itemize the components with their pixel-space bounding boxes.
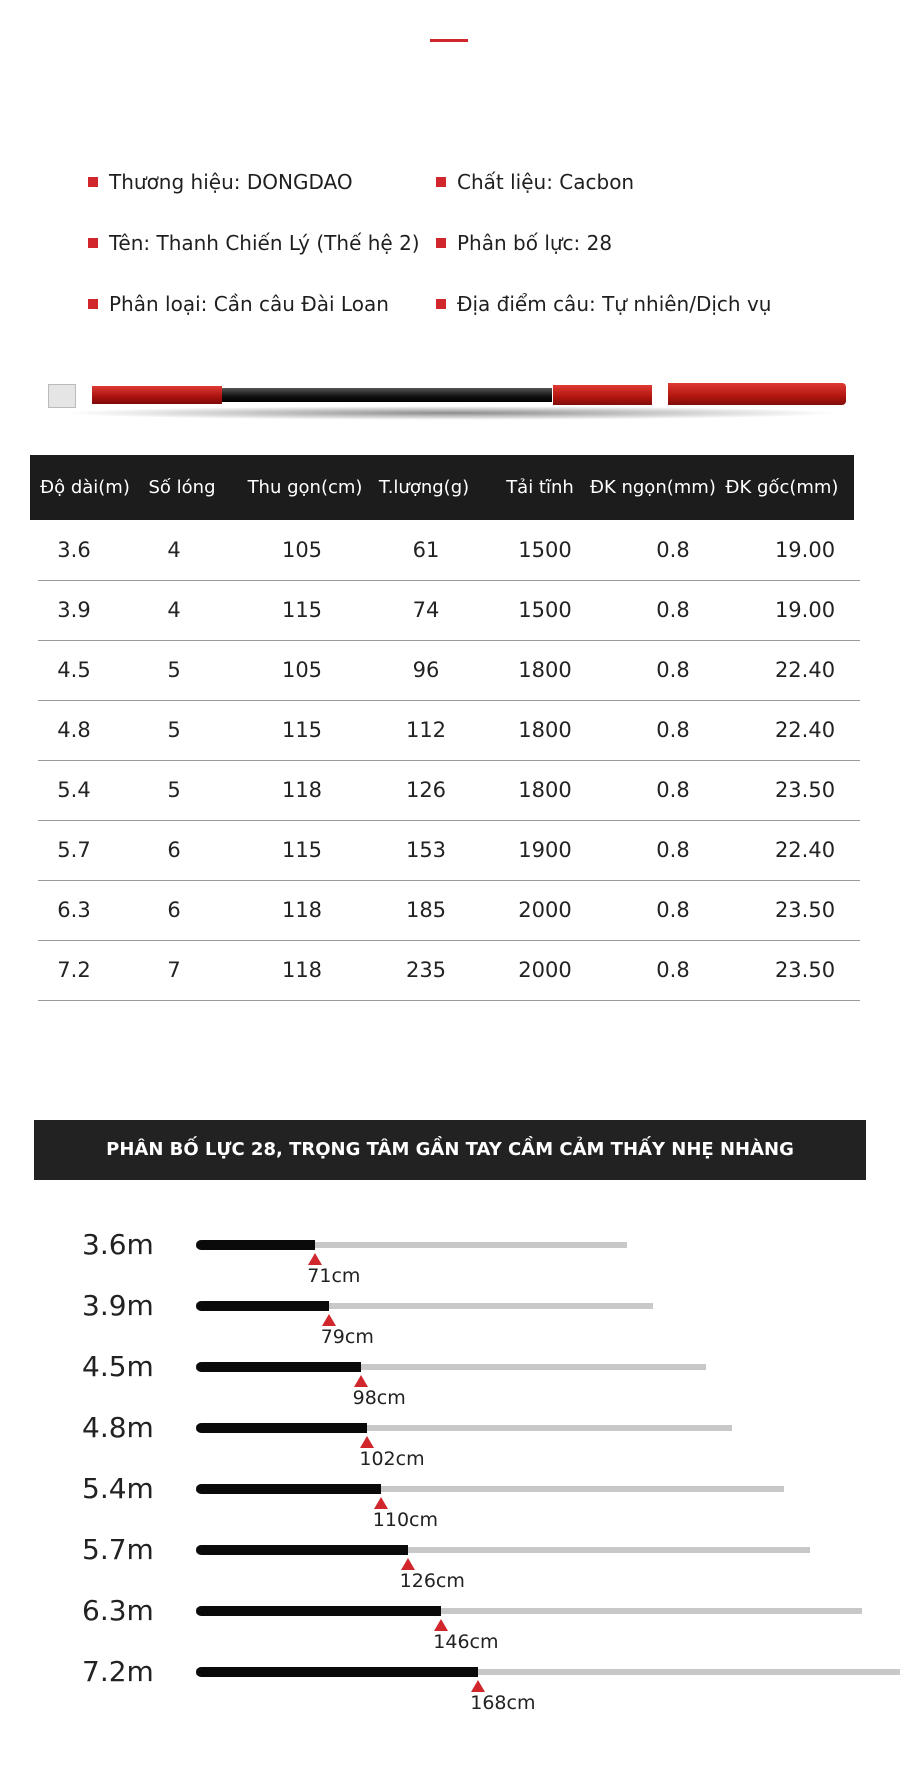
table-cell: 105 — [281, 658, 323, 682]
table-cell: 23.50 — [774, 958, 836, 982]
balance-section-bar — [196, 1545, 408, 1555]
table-cell: 0.8 — [656, 778, 690, 802]
table-cell: 2000 — [518, 898, 572, 922]
spec-text: Tên: Thanh Chiến Lý (Thế hệ 2) — [109, 231, 420, 255]
table-cell: 6 — [167, 838, 181, 862]
rod-grip-red — [668, 383, 846, 405]
bullet-square-icon — [88, 238, 98, 248]
table-cell: 2000 — [518, 958, 572, 982]
balance-section-bar — [196, 1606, 441, 1616]
table-cell: 4 — [167, 538, 181, 562]
rod-butt-cap — [48, 384, 76, 408]
table-cell: 4 — [167, 598, 181, 622]
table-cell: 74 — [412, 598, 440, 622]
force-row — [0, 1533, 900, 1593]
table-cell: 5 — [167, 658, 181, 682]
rod-handle-red — [92, 386, 222, 404]
force-row — [0, 1655, 900, 1715]
table-cell: 6 — [167, 898, 181, 922]
rod-logo-icon — [652, 385, 668, 405]
table-cell: 118 — [281, 778, 323, 802]
force-row — [0, 1289, 900, 1349]
table-cell: 22.40 — [774, 718, 836, 742]
balance-point-marker-icon — [354, 1375, 368, 1387]
spec-item — [88, 292, 389, 316]
table-cell: 3.6 — [57, 538, 91, 562]
table-cell: 5.7 — [57, 838, 91, 862]
rod-label-section — [553, 385, 653, 405]
rod-length-label: 5.4m — [82, 1472, 154, 1505]
table-cell: 22.40 — [774, 838, 836, 862]
rod-length-label: 3.9m — [82, 1289, 154, 1322]
table-cell: 0.8 — [656, 598, 690, 622]
table-cell: 3.9 — [57, 598, 91, 622]
rod-length-label: 3.6m — [82, 1228, 154, 1261]
spec-item — [436, 170, 634, 194]
force-row — [0, 1350, 900, 1410]
balance-point-label: 98cm — [352, 1387, 406, 1409]
force-row — [0, 1411, 900, 1471]
spec-item — [436, 292, 771, 316]
balance-point-label: 79cm — [320, 1326, 374, 1348]
force-row — [0, 1228, 900, 1288]
table-row — [38, 700, 860, 761]
table-cell: 105 — [281, 538, 323, 562]
table-cell: 118 — [281, 898, 323, 922]
table-cell: 23.50 — [774, 898, 836, 922]
table-cell: 112 — [405, 718, 447, 742]
bullet-square-icon — [88, 299, 98, 309]
balance-section-bar — [196, 1423, 367, 1433]
balance-point-marker-icon — [374, 1497, 388, 1509]
table-row — [38, 820, 860, 881]
table-header-cell: Tải tĩnh — [506, 477, 574, 498]
balance-point-label: 110cm — [372, 1509, 439, 1531]
table-cell: 1800 — [518, 718, 572, 742]
table-cell: 7.2 — [57, 958, 91, 982]
balance-section-bar — [196, 1240, 315, 1250]
table-row — [38, 640, 860, 701]
force-row — [0, 1472, 900, 1532]
rod-length-label: 4.5m — [82, 1350, 154, 1383]
balance-point-marker-icon — [434, 1619, 448, 1631]
table-cell: 1800 — [518, 778, 572, 802]
balance-section-bar — [196, 1301, 329, 1311]
spec-item — [88, 231, 420, 255]
table-cell: 126 — [405, 778, 447, 802]
spec-text: Chất liệu: Cacbon — [457, 170, 635, 194]
table-cell: 19.00 — [774, 598, 836, 622]
top-accent-line — [430, 39, 468, 42]
table-cell: 235 — [405, 958, 447, 982]
table-cell: 115 — [281, 838, 323, 862]
table-cell: 185 — [405, 898, 447, 922]
balance-section-bar — [196, 1362, 361, 1372]
balance-section-bar — [196, 1484, 381, 1494]
rod-length-label: 6.3m — [82, 1594, 154, 1627]
force-row — [0, 1594, 900, 1654]
table-cell: 1500 — [518, 598, 572, 622]
balance-point-label: 146cm — [433, 1631, 499, 1653]
table-row — [38, 760, 860, 821]
table-cell: 61 — [412, 538, 440, 562]
table-cell: 4.8 — [57, 718, 91, 742]
table-cell: 7 — [167, 958, 181, 982]
table-cell: 0.8 — [656, 658, 690, 682]
table-cell: 96 — [412, 658, 440, 682]
balance-point-marker-icon — [471, 1680, 485, 1692]
table-cell: 6.3 — [57, 898, 91, 922]
table-cell: 4.5 — [57, 658, 91, 682]
spec-item — [436, 231, 612, 255]
spec-text: Địa điểm câu: Tự nhiên/Dịch vụ — [457, 292, 772, 316]
table-cell: 0.8 — [656, 538, 690, 562]
table-cell: 0.8 — [656, 718, 690, 742]
rod-length-label: 7.2m — [82, 1655, 154, 1688]
bullet-square-icon — [436, 177, 446, 187]
table-row — [38, 880, 860, 941]
force-banner: PHÂN BỐ LỰC 28, TRỌNG TÂM GẦN TAY CẦM CẢM THẤY NHẸ NHÀNG — [34, 1120, 866, 1180]
table-cell: 115 — [281, 598, 323, 622]
spec-text: Thương hiệu: DONGDAO — [109, 170, 353, 194]
table-cell: 1500 — [518, 538, 572, 562]
balance-point-label: 71cm — [307, 1265, 361, 1287]
bullet-square-icon — [88, 177, 98, 187]
table-cell: 22.40 — [774, 658, 836, 682]
rod-shadow — [60, 406, 842, 420]
table-header-cell: ĐK ngọn(mm) — [590, 477, 716, 498]
table-row — [38, 520, 860, 581]
bullet-square-icon — [436, 299, 446, 309]
table-cell: 1800 — [518, 658, 572, 682]
table-row — [38, 940, 860, 1001]
table-cell: 5 — [167, 718, 181, 742]
table-cell: 118 — [281, 958, 323, 982]
table-cell: 0.8 — [656, 958, 690, 982]
rod-carbon-section — [222, 388, 552, 402]
balance-point-marker-icon — [308, 1253, 322, 1265]
table-row — [38, 580, 860, 641]
table-header-cell: Độ dài(m) — [40, 477, 130, 498]
bullet-square-icon — [436, 238, 446, 248]
rod-length-label: 4.8m — [82, 1411, 154, 1444]
spec-item — [88, 170, 353, 194]
balance-point-marker-icon — [360, 1436, 374, 1448]
rod-length-label: 5.7m — [82, 1533, 154, 1566]
table-cell: 23.50 — [774, 778, 836, 802]
table-cell: 19.00 — [774, 538, 836, 562]
balance-point-marker-icon — [401, 1558, 415, 1570]
table-cell: 153 — [405, 838, 447, 862]
table-cell: 5 — [167, 778, 181, 802]
spec-text: Phân bố lực: 28 — [457, 231, 613, 255]
spec-table-header — [30, 455, 854, 520]
table-header-cell: T.lượng(g) — [378, 477, 470, 498]
table-cell: 0.8 — [656, 838, 690, 862]
balance-point-label: 168cm — [470, 1692, 536, 1714]
table-cell: 5.4 — [57, 778, 91, 802]
table-header-cell: Số lóng — [148, 477, 216, 498]
balance-section-bar — [196, 1667, 478, 1677]
balance-point-label: 126cm — [399, 1570, 465, 1592]
spec-text: Phân loại: Cần câu Đài Loan — [109, 292, 389, 316]
balance-point-marker-icon — [322, 1314, 336, 1326]
table-cell: 1900 — [518, 838, 572, 862]
table-header-cell: ĐK gốc(mm) — [725, 477, 839, 498]
fishing-rod-image — [48, 378, 850, 438]
table-header-cell: Thu gọn(cm) — [247, 477, 363, 498]
table-cell: 0.8 — [656, 898, 690, 922]
balance-point-label: 102cm — [359, 1448, 425, 1470]
table-cell: 115 — [281, 718, 323, 742]
